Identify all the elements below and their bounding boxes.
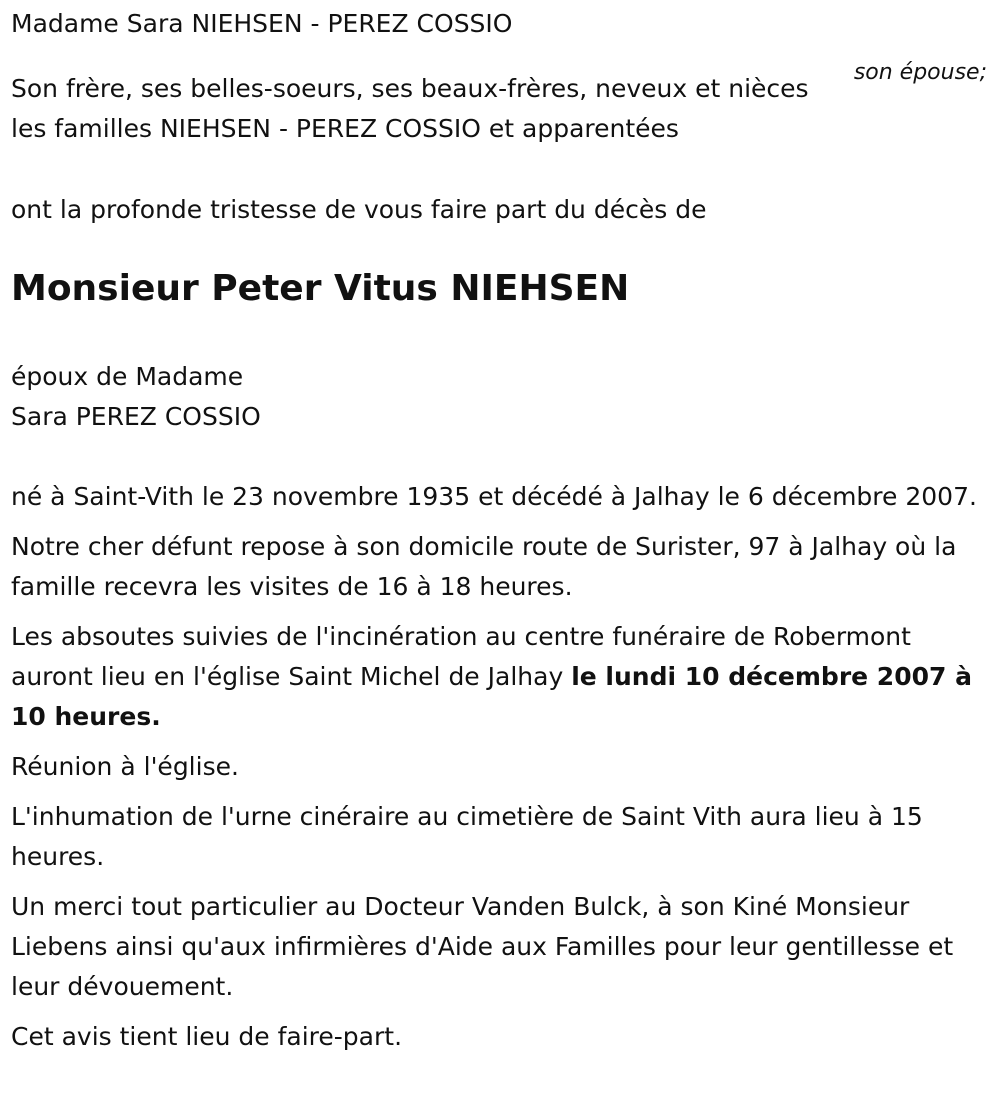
family-line-families: les familles NIEHSEN - PEREZ COSSIO et apparentées	[11, 114, 679, 143]
spouse-role: son épouse;	[853, 60, 987, 85]
announcement-intro: ont la profonde tristesse de vous faire part du décès de	[11, 195, 707, 224]
burial-paragraph: L'inhumation de l'urne cinéraire au cimetière de Saint Vith aura lieu à 15 heures.	[11, 802, 923, 871]
birth-death-paragraph: né à Saint-Vith le 23 novembre 1935 et décédé à Jalhay le 6 décembre 2007.	[11, 482, 977, 511]
spouse-info-line2: Sara PEREZ COSSIO	[11, 402, 261, 431]
ceremony-date: le lundi 10 décembre 2007 à 10 heures.	[11, 662, 972, 731]
family-block	[11, 69, 809, 149]
spouse-info-line1: époux de Madame	[11, 362, 244, 391]
ceremony-text: Les absoutes suivies de l'incinération au centre funéraire de Robermont auront lieu en l'église Saint Michel de Jalhay	[11, 622, 911, 691]
closing-paragraph: Cet avis tient lieu de faire-part.	[11, 1022, 403, 1051]
spouse-info-block	[11, 357, 261, 437]
meeting-paragraph: Réunion à l'église.	[11, 752, 239, 781]
spouse-name: Madame Sara NIEHSEN - PEREZ COSSIO	[11, 9, 513, 38]
rest-paragraph: Notre cher défunt repose à son domicile route de Surister, 97 à Jalhay où la famille recevra les visites de 16 à 18 heures.	[11, 532, 957, 601]
family-line-relatives: Son frère, ses belles-soeurs, ses beaux-frères, neveux et nièces	[11, 74, 809, 103]
ceremony-paragraph	[11, 617, 989, 737]
details-block	[11, 477, 989, 1067]
deceased-name: Monsieur Peter Vitus NIEHSEN	[11, 268, 630, 309]
thanks-paragraph: Un merci tout particulier au Docteur Vanden Bulck, à son Kiné Monsieur Liebens ainsi qu'aux infirmières d'Aide aux Familles pour leur gentillesse et leur dévouement.	[11, 892, 954, 1001]
